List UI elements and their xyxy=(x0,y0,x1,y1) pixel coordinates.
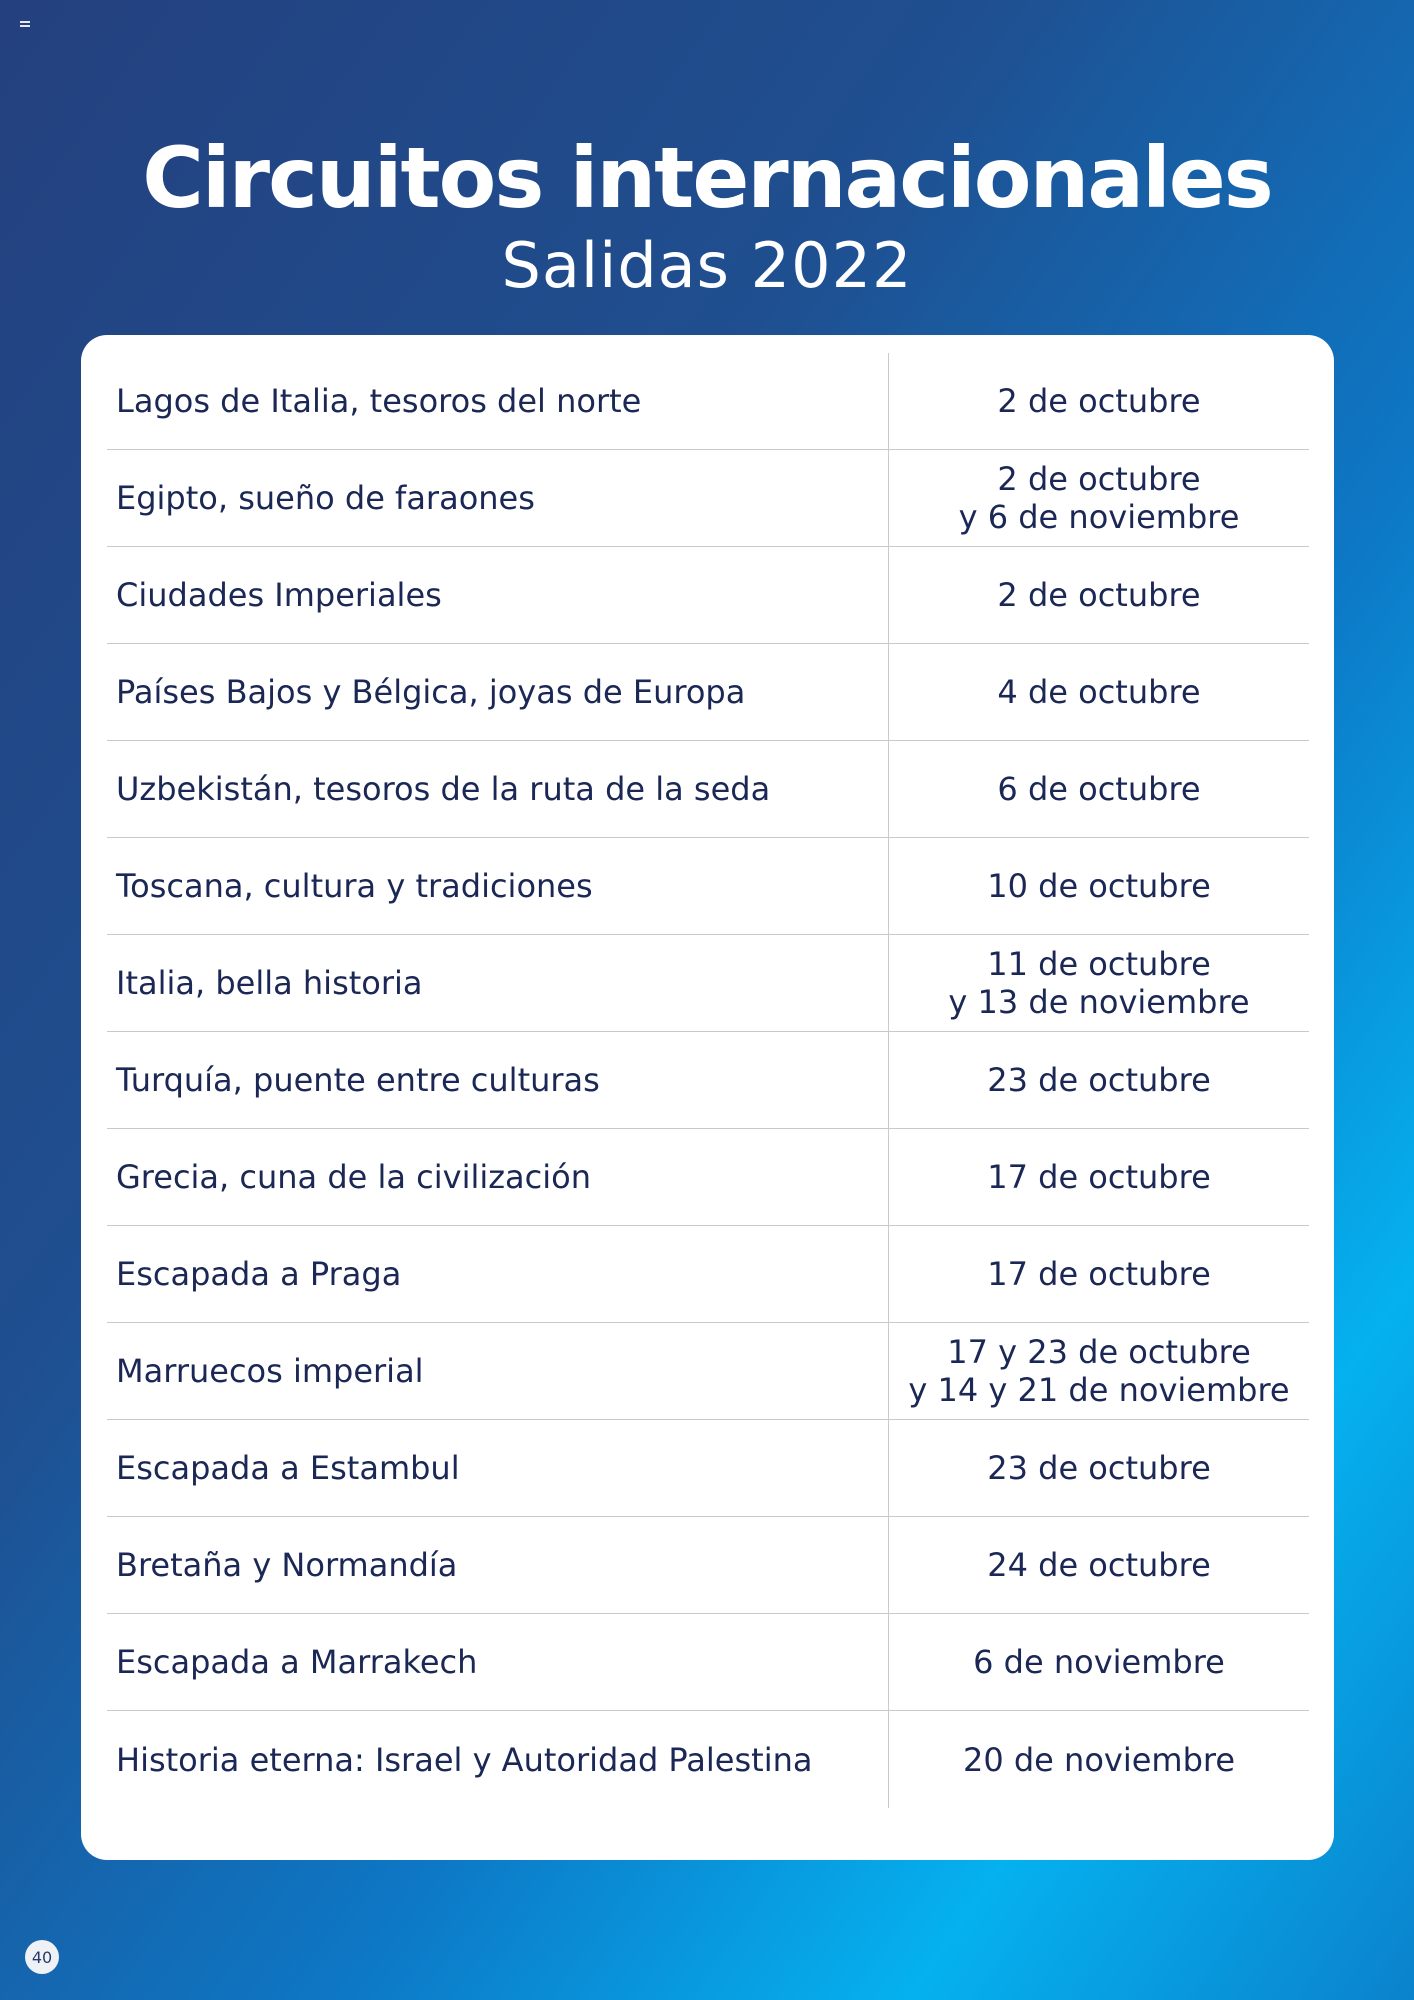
tour-name: Italia, bella historia xyxy=(107,935,889,1031)
departure-date-line: 6 de octubre xyxy=(997,770,1201,808)
departure-dates xyxy=(889,1032,1309,1128)
table-row xyxy=(107,1711,1309,1808)
tour-name: Uzbekistán, tesoros de la ruta de la seda xyxy=(107,741,889,837)
tour-name: Turquía, puente entre culturas xyxy=(107,1032,889,1128)
departure-date-line: 23 de octubre xyxy=(987,1449,1211,1487)
page-number: 40 xyxy=(25,1940,59,1974)
table-row xyxy=(107,353,1309,450)
table-row xyxy=(107,450,1309,547)
departure-date-line: y 6 de noviembre xyxy=(958,498,1240,536)
tour-name: Historia eterna: Israel y Autoridad Palestina xyxy=(107,1711,889,1808)
table-row xyxy=(107,547,1309,644)
departures-card xyxy=(81,335,1334,1860)
departure-date-line: 2 de octubre xyxy=(997,382,1201,420)
departure-dates xyxy=(889,1129,1309,1225)
departure-date-line: 20 de noviembre xyxy=(962,1740,1236,1779)
table-row xyxy=(107,1032,1309,1129)
tour-name: Escapada a Estambul xyxy=(107,1420,889,1516)
table-row xyxy=(107,1129,1309,1226)
departure-date-line: y 14 y 21 de noviembre xyxy=(908,1371,1290,1409)
departure-date-line: 17 de octubre xyxy=(987,1255,1211,1293)
table-row xyxy=(107,1323,1309,1420)
tour-name: Lagos de Italia, tesoros del norte xyxy=(107,353,889,449)
departure-dates xyxy=(889,838,1309,934)
table-row xyxy=(107,935,1309,1032)
departure-dates xyxy=(889,353,1309,449)
departure-date-line: y 13 de noviembre xyxy=(948,983,1250,1021)
departure-date-line: 10 de octubre xyxy=(987,867,1211,905)
table-row xyxy=(107,1226,1309,1323)
departure-date-line: 24 de octubre xyxy=(987,1546,1211,1584)
departure-dates xyxy=(889,1226,1309,1322)
departures-table xyxy=(107,353,1309,1808)
departure-dates xyxy=(889,644,1309,740)
tour-name: Egipto, sueño de faraones xyxy=(107,450,889,546)
departure-dates xyxy=(889,1420,1309,1516)
departure-dates xyxy=(889,1614,1309,1710)
tour-name: Ciudades Imperiales xyxy=(107,547,889,643)
departure-dates xyxy=(889,547,1309,643)
table-row xyxy=(107,1420,1309,1517)
table-row xyxy=(107,644,1309,741)
tour-name: Escapada a Praga xyxy=(107,1226,889,1322)
departure-dates xyxy=(889,1323,1309,1419)
departure-dates xyxy=(889,741,1309,837)
tour-name: Bretaña y Normandía xyxy=(107,1517,889,1613)
tour-name: Grecia, cuna de la civilización xyxy=(107,1129,889,1225)
table-row xyxy=(107,1517,1309,1614)
departure-dates xyxy=(889,1711,1309,1808)
departure-dates xyxy=(889,450,1309,546)
page-title: Circuitos internacionales xyxy=(142,129,1272,227)
table-row xyxy=(107,1614,1309,1711)
page-subtitle: Salidas 2022 xyxy=(501,229,913,302)
menu-icon xyxy=(20,21,30,27)
departure-date-line: 6 de noviembre xyxy=(973,1643,1225,1681)
tour-name: Países Bajos y Bélgica, joyas de Europa xyxy=(107,644,889,740)
tour-name: Escapada a Marrakech xyxy=(107,1614,889,1710)
tour-name: Marruecos imperial xyxy=(107,1323,889,1419)
departure-date-line: 2 de octubre xyxy=(997,576,1201,614)
departure-date-line: 11 de octubre xyxy=(987,945,1211,983)
departure-date-line: 4 de octubre xyxy=(997,673,1201,711)
table-row xyxy=(107,838,1309,935)
departure-dates xyxy=(889,935,1309,1031)
departure-dates xyxy=(889,1517,1309,1613)
table-row xyxy=(107,741,1309,838)
departure-date-line: 17 de octubre xyxy=(987,1158,1211,1196)
departure-date-line: 17 y 23 de octubre xyxy=(947,1333,1251,1371)
departure-date-line: 2 de octubre xyxy=(997,460,1201,498)
departure-date-line: 23 de octubre xyxy=(987,1061,1211,1099)
tour-name: Toscana, cultura y tradiciones xyxy=(107,838,889,934)
